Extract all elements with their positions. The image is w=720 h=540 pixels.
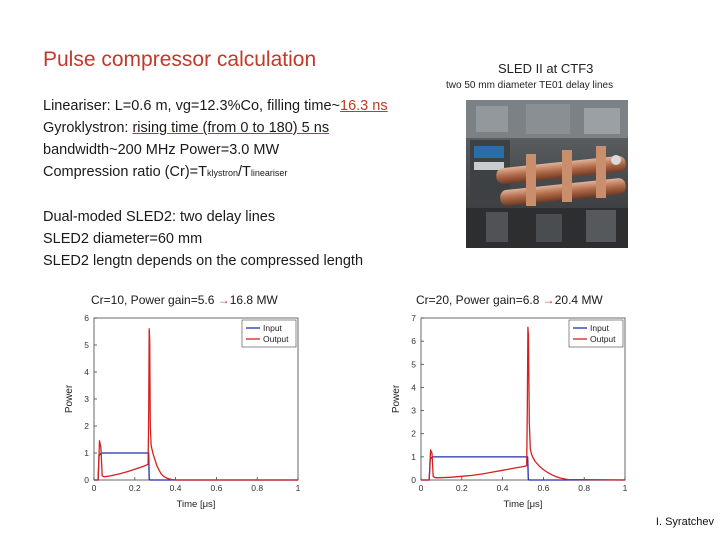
rising-time-value: rising time (from 0 to 180) 5 ns [132,120,330,136]
left-caption-result: 16.8 MW [229,293,278,307]
arrow-right-icon: → [217,293,230,307]
x-tick-label: 0.6 [537,483,550,493]
y-tick-label: 0 [411,475,416,485]
x-axis-label: Time [μs] [503,499,543,510]
legend-label-output: Output [590,334,616,344]
x-tick-label: 0 [418,483,424,493]
y-tick-label: 4 [411,382,416,393]
y-tick-label: 2 [411,428,416,439]
legend-label-input: Input [263,323,282,333]
x-tick-label: 0.8 [578,483,591,493]
y-tick-label: 6 [84,313,89,323]
y-tick-label: 3 [411,405,416,416]
accelerator-photo [466,100,628,248]
lineariser-text: Lineariser: L=0.6 m, vg=12.3%Co, filling time~ [43,98,341,114]
y-axis-label: Power [391,384,402,414]
y-tick-label: 2 [84,421,89,431]
lineariser-subscript: lineariser [250,168,288,178]
sled2-line-3: SLED2 lengtn depends on the compressed length [43,253,364,269]
left-caption-text: Cr=10, Power gain=5.6 [91,293,218,307]
y-tick-label: 5 [84,340,89,350]
bandwidth-line: bandwidth~200 MHz Power=3.0 MW [43,142,280,158]
sled-title: SLED II at CTF3 [498,61,594,76]
slide-title: Pulse compressor calculation [43,48,317,71]
left-chart-caption [91,293,278,307]
arrow-right-icon: → [542,293,555,307]
gyroklystron-text: Gyroklystron: [43,120,133,136]
x-tick-label: 1 [622,483,628,493]
klystron-subscript: klystron [206,168,238,178]
x-tick-label: 1 [295,483,301,493]
right-caption-result: 20.4 MW [554,293,603,307]
y-tick-label: 1 [411,451,416,462]
legend-label-output: Output [263,334,289,344]
x-tick-label: 0.4 [496,483,509,493]
sled2-line-1: Dual-moded SLED2: two delay lines [43,209,276,225]
accelerator-photo-drawing [466,100,628,248]
compression-ratio-text: Compression ratio (Cr)=T [43,164,207,180]
right-caption-text: Cr=20, Power gain=6.8 [416,293,543,307]
chart-cr10 [60,308,320,514]
y-tick-label: 0 [84,475,89,485]
y-tick-label: 4 [84,367,89,377]
x-tick-label: 0 [91,483,97,493]
lineariser-line [43,98,388,114]
x-tick-label: 0.2 [128,483,141,493]
legend-label-input: Input [590,323,609,333]
sled2-line-2: SLED2 diameter=60 mm [43,231,203,247]
y-tick-label: 1 [84,448,89,458]
compression-ratio-line [43,164,287,180]
x-axis-label: Time [μs] [176,499,216,510]
x-tick-label: 0.2 [455,483,468,493]
y-axis-label: Power [64,384,75,414]
y-tick-label: 6 [411,336,416,347]
gyroklystron-line [43,120,329,136]
y-tick-label: 3 [84,394,89,404]
sled-subtitle: two 50 mm diameter TE01 delay lines [446,80,614,91]
author: I. Syratchev [655,516,714,528]
y-tick-label: 7 [411,313,416,323]
y-tick-label: 5 [411,359,416,370]
compression-ratio-slash: /T [237,164,251,180]
x-tick-label: 0.4 [169,483,182,493]
chart-cr20 [387,308,647,514]
filling-time-value: 16.3 ns [340,98,388,114]
x-tick-label: 0.8 [251,483,264,493]
x-tick-label: 0.6 [210,483,223,493]
right-chart-caption [416,293,603,307]
